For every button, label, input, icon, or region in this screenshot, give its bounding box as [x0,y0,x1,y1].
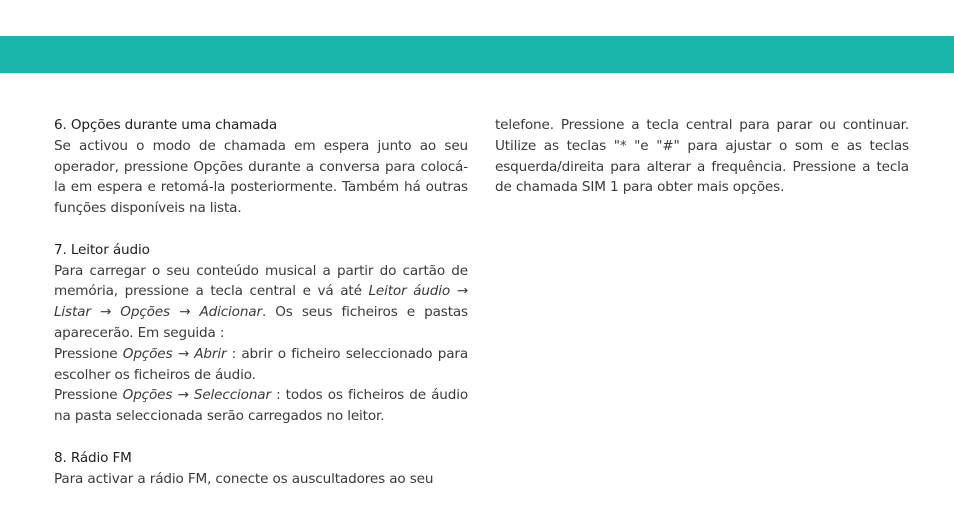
text: . Os seus ficheiros e pastas aparecerão. Em seguida : [54,304,468,341]
text: Para carregar o seu conteúdo musical a partir do cartão de memória, pressione a tecla central e vá até [54,262,468,300]
arrow: → [169,304,200,321]
text: : todos os ficheiros de áudio na pasta seleccionada serão carregados no leitor. [54,387,468,425]
arrow: → [172,345,195,362]
section-6-heading: 6. Opções durante uma chamada [54,117,278,133]
section-6-body: Se activou o modo de chamada em espera junto ao seu operador, pressione Opções durante a conversa para colocá-la em espera e retomá-la posteriormente. Também há outras funções disponíveis na lista. [54,137,468,217]
text: Pressione [54,345,123,362]
left-column [54,115,468,489]
section-6 [54,115,468,219]
section-7-paragraph-1 [54,261,468,344]
section-8 [54,448,468,490]
section-7-heading: 7. Leitor áudio [54,241,150,258]
menu-path-listar: Listar [54,304,91,321]
text: : abrir o ficheiro seleccionado para escolher os ficheiros de áudio. [54,345,468,383]
right-column [495,115,909,198]
arrow: → [172,387,194,404]
menu-path-abrir: Abrir [194,345,227,362]
menu-path-leitor-audio: Leitor áudio [368,283,451,300]
section-8-heading: 8. Rádio FM [54,449,132,466]
menu-path-opcoes: Opções [120,304,170,321]
section-7-paragraph-2 [54,344,468,386]
header-band [0,36,954,73]
menu-path-opcoes: Opções [122,345,173,362]
text: Pressione [54,387,123,404]
section-7-paragraph-3 [54,385,468,427]
section-8-continued-body: telefone. Pressione a tecla central para parar ou continuar. Utilize as teclas "* "e "#" para ajustar o som e as teclas esquerda/direita para alterar a frequência. Pressione a tecla de chamada SIM 1 para obter mais opções. [495,117,909,196]
menu-path-opcoes: Opções [122,387,173,404]
menu-path-adicionar: Adicionar [199,304,262,321]
section-8-body: Para activar a rádio FM, conecte os auscultadores ao seu [54,470,434,487]
menu-path-seleccionar: Seleccionar [193,387,271,404]
arrow: → [450,283,468,300]
arrow: → [90,304,121,321]
section-7 [54,240,468,427]
